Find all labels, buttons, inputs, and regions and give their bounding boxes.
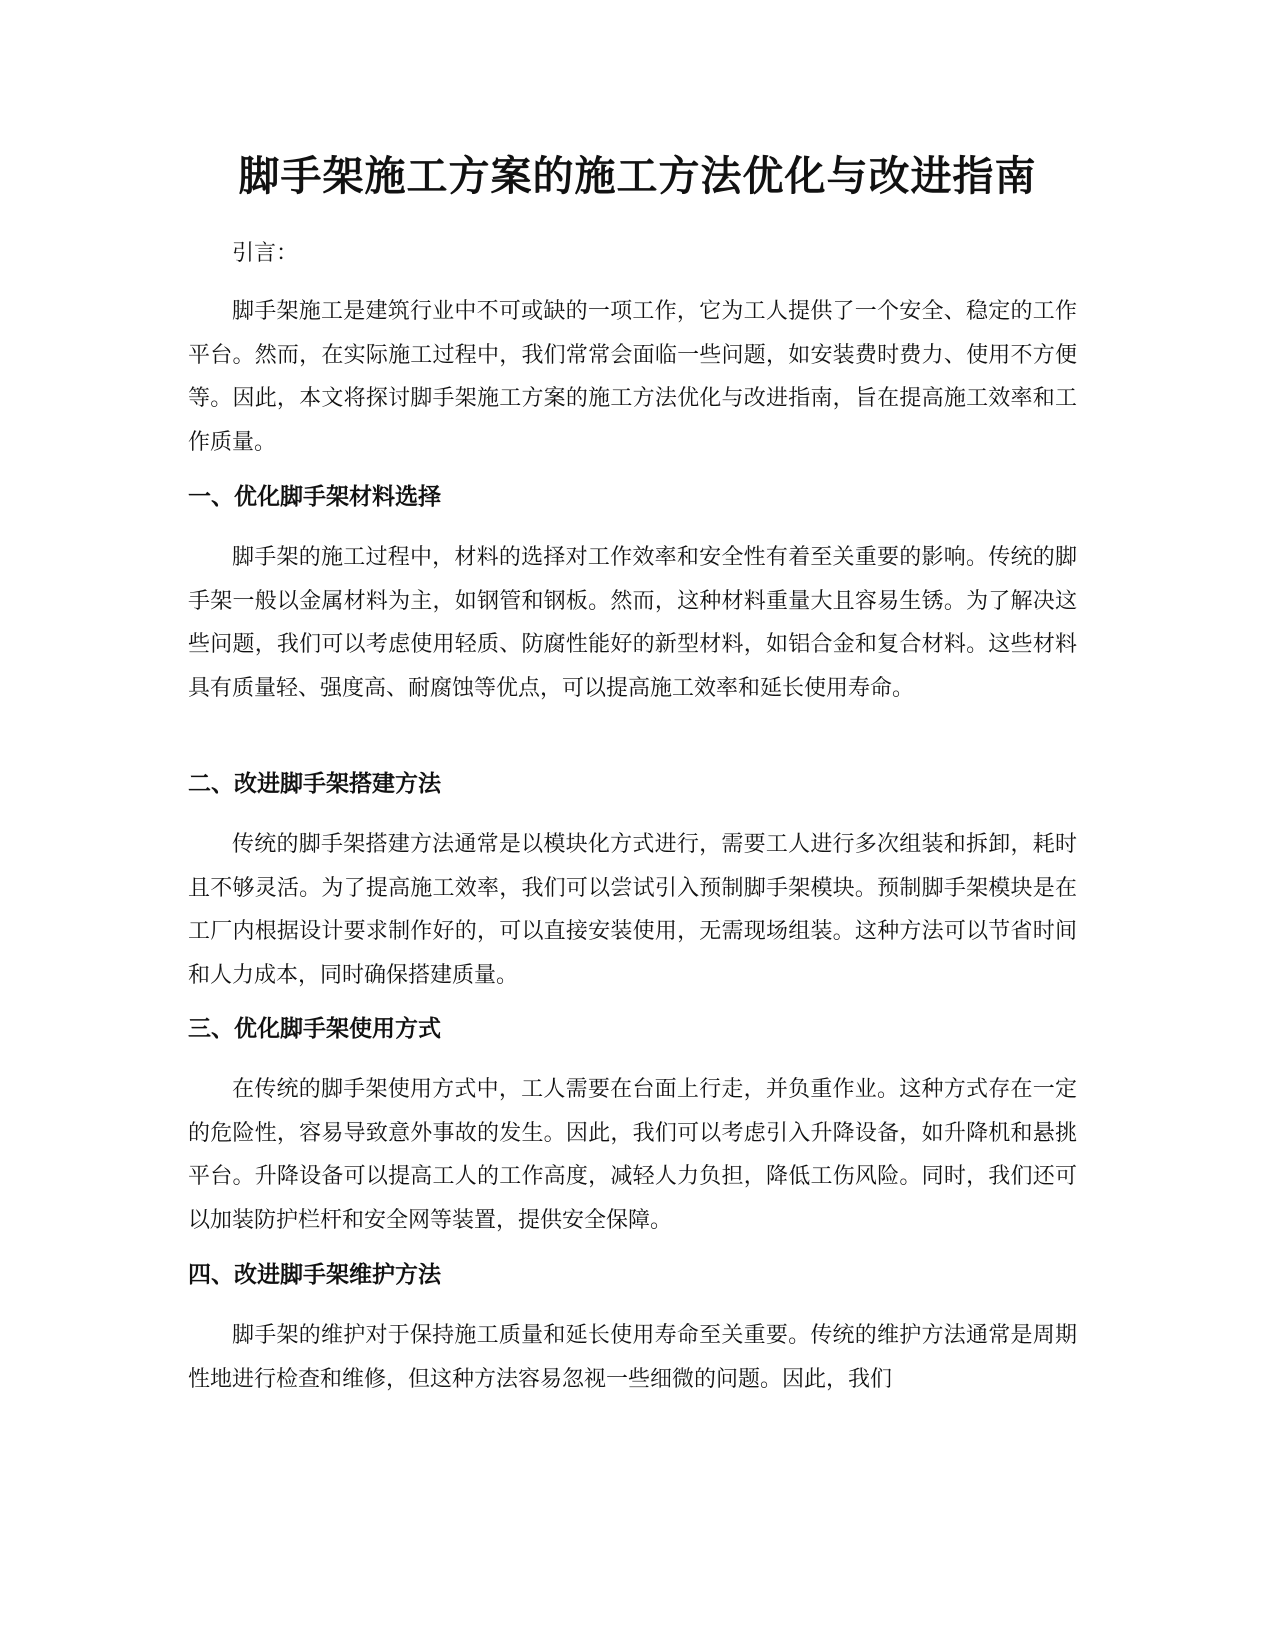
- section-heading-3: 三、优化脚手架使用方式: [188, 1016, 441, 1042]
- intro-label: 引言：: [232, 241, 299, 266]
- section-paragraph-4: 脚手架的维护对于保持施工质量和延长使用寿命至关重要。传统的维护方法通常是周期性地进行检查和维修，但这种方法容易忽视一些细微的问题。因此，我们: [188, 1323, 1077, 1392]
- section-heading-1: 一、优化脚手架材料选择: [188, 484, 441, 510]
- section-paragraph-3: 在传统的脚手架使用方式中，工人需要在台面上行走，并负重作业。这种方式存在一定的危险性，容易导致意外事故的发生。因此，我们可以考虑引入升降设备，如升降机和悬挑平台。升降设备可以提高工人的工作高度，减轻人力负担，降低工伤风险。同时，我们还可以加装防护栏杆和安全网等装置，提供安全保障。: [188, 1077, 1077, 1233]
- section-paragraph-1: 脚手架的施工过程中，材料的选择对工作效率和安全性有着至关重要的影响。传统的脚手架一般以金属材料为主，如钢管和钢板。然而，这种材料重量大且容易生锈。为了解决这些问题，我们可以考虑使用轻质、防腐性能好的新型材料，如铝合金和复合材料。这些材料具有质量轻、强度高、耐腐蚀等优点，可以提高施工效率和延长使用寿命。: [188, 545, 1077, 701]
- section-heading-4: 四、改进脚手架维护方法: [188, 1262, 441, 1288]
- intro-paragraph: 脚手架施工是建筑行业中不可或缺的一项工作，它为工人提供了一个安全、稳定的工作平台。然而，在实际施工过程中，我们常常会面临一些问题，如安装费时费力、使用不方便等。因此，本文将探讨脚手架施工方案的施工方法优化与改进指南，旨在提高施工效率和工作质量。: [188, 299, 1077, 455]
- document-title: 脚手架施工方案的施工方法优化与改进指南: [238, 152, 1037, 200]
- section-heading-2: 二、改进脚手架搭建方法: [188, 771, 441, 797]
- section-paragraph-2: 传统的脚手架搭建方法通常是以模块化方式进行，需要工人进行多次组装和拆卸，耗时且不够灵活。为了提高施工效率，我们可以尝试引入预制脚手架模块。预制脚手架模块是在工厂内根据设计要求制作好的，可以直接安装使用，无需现场组装。这种方法可以节省时间和人力成本，同时确保搭建质量。: [188, 832, 1077, 988]
